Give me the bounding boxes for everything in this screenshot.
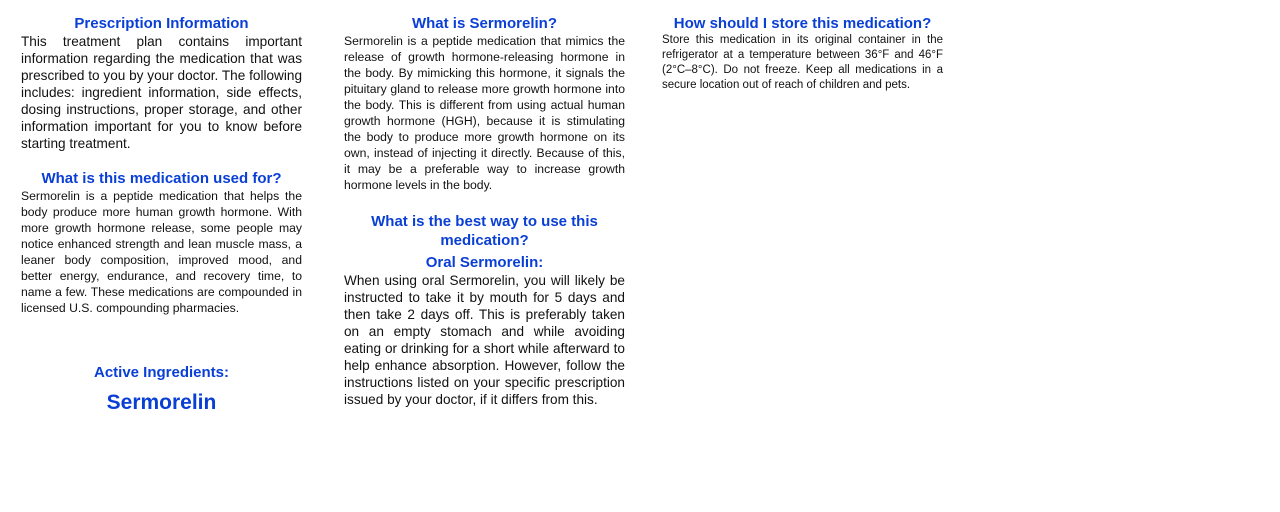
used-for-heading: What is this medication used for?	[41, 170, 282, 187]
prescription-text: This treatment plan contains important information regarding the medication that was prescribed to you by your doctor. The following includes: ingredient information, side effects, dosing instructions, proper storage, and other information important for you to know before starting treatment.	[21, 34, 302, 151]
what-is-text: Sermorelin is a peptide medication that mimics the release of growth hormone-releasing hormone in the body. By mimicking this hormone, it signals the pituitary gland to release more growth hormone into the body. This is different from using actual human growth hormone (HGH), because it is stimulating the body to produce more growth hormone on its own, instead of injecting it directly. Because of this, it may be a preferable way to increase growth hormone levels in the body.	[344, 34, 625, 192]
column-storage	[662, 14, 943, 93]
store-text: Store this medication in its original container in the refrigerator at a temperature between 36°F and 46°F (2°C–8°C). Do not freeze. Keep all medications in a secure location out of reach of children and pets.	[662, 34, 943, 91]
what-is-heading: What is Sermorelin?	[411, 15, 558, 32]
used-for-text: Sermorelin is a peptide medication that helps the body produce more human growth hormone. With more growth hormone release, some people may notice enhanced strength and lean muscle mass, a leaner body composition, improved mood, and better energy, endurance, and recovery time, to name a few. These medications are compounded in licensed U.S. compounding pharmacies.	[21, 189, 302, 315]
store-heading: How should I store this medication?	[673, 15, 932, 32]
prescription-heading: Prescription Information	[74, 15, 249, 32]
oral-heading: Oral Sermorelin:	[425, 254, 544, 271]
column-sermorelin	[344, 14, 625, 408]
column-prescription	[21, 14, 302, 416]
active-ingredients-heading: Active Ingredients:	[93, 364, 230, 381]
oral-text: When using oral Sermorelin, you will likely be instructed to take it by mouth for 5 days and then take 2 days off. This is preferably taken on an empty stomach and while avoiding eating or drinking for a short while afterward to help enhance absorption. However, follow the instructions listed on your specific prescription issued by your doctor, if it differs from this.	[344, 273, 625, 407]
active-ingredient-name: Sermorelin	[106, 391, 217, 414]
best-way-heading: What is the best way to use this medication?	[371, 213, 598, 249]
